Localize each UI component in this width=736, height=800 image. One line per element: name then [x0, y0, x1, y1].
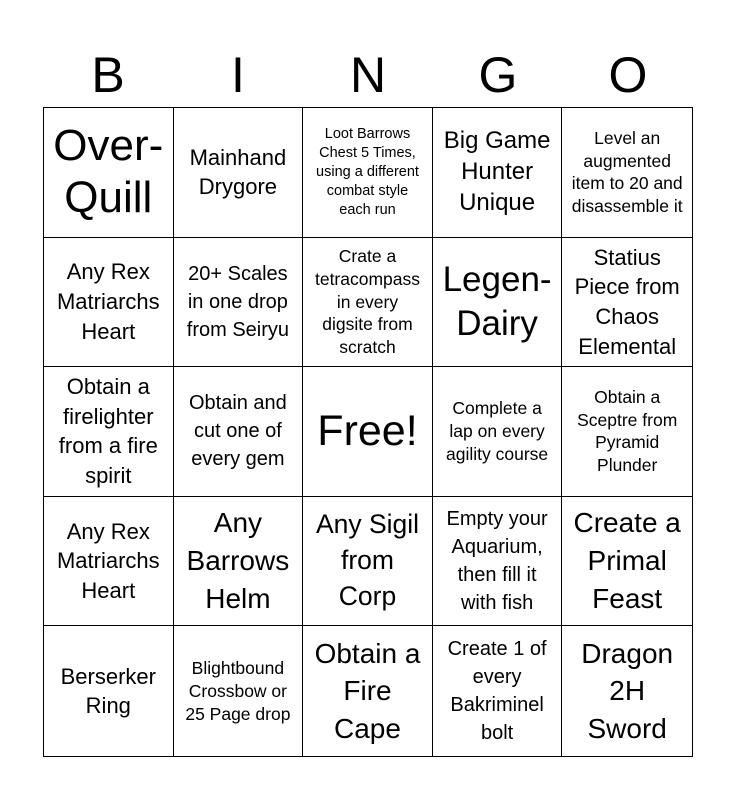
cell-text: Crate a tetracompass in every digsite from scratch — [314, 246, 421, 358]
bingo-cell-r2c3[interactable] — [303, 238, 433, 368]
cell-text: Obtain a Sceptre from Pyramid Plunder — [577, 386, 678, 476]
cell-text: Dragon 2H Sword — [581, 637, 674, 745]
cell-text: Mainhand Drygore — [189, 144, 287, 200]
cell-text: Loot Barrows Chest 5 Times, using a different combat style each run — [316, 126, 419, 218]
bingo-cell-r3c2[interactable] — [174, 367, 304, 497]
cell-text: 20+ Scales in one drop from Seiryu — [186, 262, 290, 341]
bingo-cell-r1c2[interactable] — [174, 108, 304, 238]
bingo-cell-r4c4[interactable] — [433, 497, 563, 627]
bingo-cell-r4c1[interactable] — [44, 497, 174, 627]
bingo-cell-r4c3[interactable] — [303, 497, 433, 627]
bingo-cell-r1c4[interactable] — [433, 108, 563, 238]
bingo-cell-r5c1[interactable] — [44, 626, 174, 756]
bingo-cell-r3c3-free[interactable] — [303, 367, 433, 497]
cell-text: Create a Primal Feast — [573, 507, 681, 614]
cell-text: Big Game Hunter Unique — [443, 127, 551, 216]
bingo-cell-r4c5[interactable] — [562, 497, 692, 627]
bingo-cell-r3c4[interactable] — [433, 367, 563, 497]
header-letter-b: B — [91, 47, 125, 103]
bingo-cell-r1c5[interactable] — [562, 108, 692, 238]
header-letter-g: G — [478, 47, 518, 103]
cell-text: Complete a lap on every agility course — [446, 398, 549, 464]
cell-text: Level an augmented item to 20 and disassemble it — [571, 127, 683, 217]
bingo-cell-r5c4[interactable] — [433, 626, 563, 756]
bingo-board — [43, 107, 693, 757]
bingo-cell-r5c5[interactable] — [562, 626, 692, 756]
bingo-cell-r2c2[interactable] — [174, 238, 304, 368]
cell-text: Obtain a firelighter from a fire spirit — [58, 374, 158, 489]
cell-text: Create 1 of every Bakriminel bolt — [447, 638, 547, 745]
bingo-cell-r1c3[interactable] — [303, 108, 433, 238]
cell-text: Any Rex Matriarchs Heart — [56, 259, 160, 344]
cell-text: Any Rex Matriarchs Heart — [56, 518, 160, 603]
bingo-cell-r5c3[interactable] — [303, 626, 433, 756]
bingo-cell-r4c2[interactable] — [174, 497, 304, 627]
cell-text: Any Barrows Helm — [186, 507, 290, 614]
cell-text: Legen-Dairy — [442, 260, 552, 343]
bingo-cell-r2c4[interactable] — [433, 238, 563, 368]
cell-text: Statius Piece from Chaos Elemental — [574, 244, 680, 359]
cell-text: Empty your Aquarium, then fill it with fish — [446, 508, 548, 615]
cell-text: Any Sigil from Corp — [315, 509, 420, 611]
bingo-header — [43, 40, 693, 108]
header-letter-i: I — [231, 47, 245, 103]
header-letter-n: N — [349, 47, 387, 103]
bingo-cell-r3c1[interactable] — [44, 367, 174, 497]
cell-text: Blightbound Crossbow or 25 Page drop — [185, 658, 291, 724]
header-letter-o: O — [608, 47, 648, 103]
cell-text: Obtain and cut one of every gem — [188, 392, 287, 471]
cell-text: Berserker Ring — [60, 663, 156, 719]
cell-text: Over-Quill — [53, 120, 164, 223]
cell-text: Obtain a Fire Cape — [314, 637, 421, 745]
bingo-cell-r1c1[interactable] — [44, 108, 174, 238]
bingo-cell-r2c1[interactable] — [44, 238, 174, 368]
bingo-cell-r5c2[interactable] — [174, 626, 304, 756]
bingo-cell-r2c5[interactable] — [562, 238, 692, 368]
cell-text: Free! — [317, 406, 418, 455]
bingo-cell-r3c5[interactable] — [562, 367, 692, 497]
